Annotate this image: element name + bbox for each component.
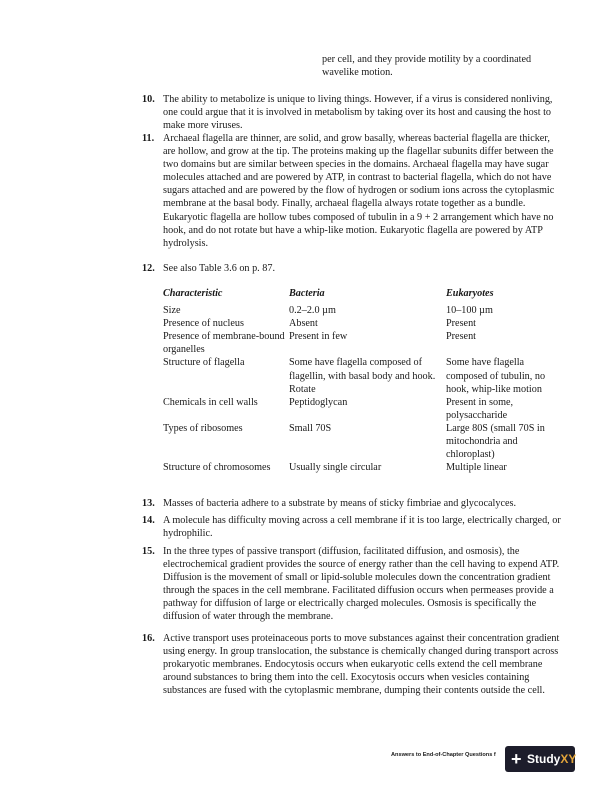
table-cell: Some have flagella composed of flagellin, with basal body and hook. Rotate	[289, 357, 436, 395]
answer-item-11	[142, 132, 562, 250]
answer-item-15	[142, 545, 562, 624]
brand-logo: StudyXY	[527, 752, 577, 766]
table-row	[163, 422, 563, 461]
table-row	[163, 461, 563, 474]
item-text: Active transport uses proteinaceous ports to move substances against their concentration gradient using energy. In group translocation, the substance is chemically changed during transport across prokaryotic membranes. Endocytosis occurs when eukaryotic cells extend the cell membrane around substances to bring them into the cell. Exocytosis occurs when vesicles containing substances are fused with the cytoplasmic membrane, dumping their contents outside the cell.	[163, 633, 560, 697]
table-cell: Present	[446, 318, 476, 330]
plus-icon: +	[511, 749, 522, 769]
table-cell: Present in some, polysaccharide	[446, 396, 514, 421]
table-cell: 0.2–2.0 µm	[289, 305, 336, 317]
table-cell: 10–100 µm	[446, 305, 493, 317]
table-row	[163, 304, 563, 317]
table-row	[163, 356, 563, 395]
item-number: 12.	[142, 263, 155, 274]
table-cell: Present	[446, 331, 476, 343]
table-cell: Absent	[289, 318, 318, 330]
item-text: The ability to metabolize is unique to living things. However, if a virus is considered nonliving, one could argue that it is involved in metabolism by taking over its host and causing the host to make more viruses.	[163, 94, 553, 132]
table-cell: Size	[163, 305, 181, 317]
answer-item-10	[142, 93, 562, 132]
table-cell: Peptidoglycan	[289, 396, 348, 408]
header-eukaryotes: Eukaryotes	[446, 288, 494, 299]
table-cell: Chemicals in cell walls	[163, 396, 258, 408]
continuation-paragraph: per cell, and they provide motility by a coordinated wavelike motion.	[322, 54, 532, 79]
table-cell: Usually single circular	[289, 462, 382, 474]
item-number: 13.	[142, 498, 155, 509]
table-cell: Presence of membrane-bound organelles	[163, 331, 285, 356]
item-number: 15.	[142, 546, 155, 557]
table-cell: Presence of nucleus	[163, 318, 244, 330]
item-text: In the three types of passive transport (diffusion, facilitated diffusion, and osmosis), the electrochemical gradient provides the source of energy rather than the cell having to expend ATP. Diffusion is the movement of small or lipid-soluble molecules down the concentration gradient through the spaces in the cell membrane. Facilitated diffusion occurs when permeases provide a pathway for diffusion of large or electrically charged molecules. Osmosis is specifically the diffusion of water through the membrane.	[163, 546, 560, 623]
header-bacteria: Bacteria	[289, 288, 325, 299]
answer-item-13	[142, 497, 562, 510]
item-number: 11.	[142, 133, 155, 144]
table-cell: Small 70S	[289, 422, 332, 434]
table-row	[163, 330, 563, 356]
item-number: 14.	[142, 515, 155, 526]
page-footer: Answers to End-of-Chapter Questions f	[391, 752, 496, 758]
table-row	[163, 396, 563, 422]
item-text: Masses of bacteria adhere to a substrate by means of sticky fimbriae and glycocalyces.	[163, 498, 517, 509]
item-number: 16.	[142, 633, 155, 644]
table-cell: Structure of chromosomes	[163, 462, 271, 474]
studyxy-badge[interactable]	[505, 746, 575, 772]
table-header-row	[163, 287, 563, 300]
table-cell: Large 80S (small 70S in mitochondria and chloroplast)	[446, 422, 545, 461]
answer-item-12	[142, 262, 562, 275]
table-cell: Present in few	[289, 331, 348, 343]
answer-item-14	[142, 514, 562, 540]
header-characteristic: Characteristic	[163, 288, 223, 299]
item-text: A molecule has difficulty moving across a cell membrane if it is too large, electrically charged, or hydrophilic.	[163, 515, 561, 540]
table-row	[163, 317, 563, 330]
item-text: Archaeal flagella are thinner, are solid, and grow basally, whereas bacterial flagella are thicker, are hollow, and grow at the tip. The proteins making up the flagellar subunits differ between the two domains but are similar between species in the domains. Archaeal flagella may have sugar molecules attached and are powered by ATP, in contrast to bacterial flagella, which do not have sugars attached and are powered by the flow of hydrogen or sodium ions across the cytoplasmic membrane at the basal body. Finally, archaeal flagella always rotate together as a bundle. Eukaryotic flagella are hollow tubes composed of tubulin in a 9 + 2 arrangement which have no hook, and do not rotate but have a whip-like motion. Eukaryotic flagella are powered by ATP hydrolysis.	[163, 133, 555, 249]
item-text: See also Table 3.6 on p. 87.	[163, 263, 275, 274]
item-number: 10.	[142, 94, 155, 105]
table-cell: Some have flagella composed of tubulin, no hook, whip-like motion	[446, 357, 546, 395]
table-cell: Multiple linear	[446, 462, 507, 474]
comparison-table	[163, 287, 563, 474]
answer-item-16	[142, 632, 562, 697]
table-cell: Structure of flagella	[163, 357, 245, 369]
table-cell: Types of ribosomes	[163, 422, 243, 434]
